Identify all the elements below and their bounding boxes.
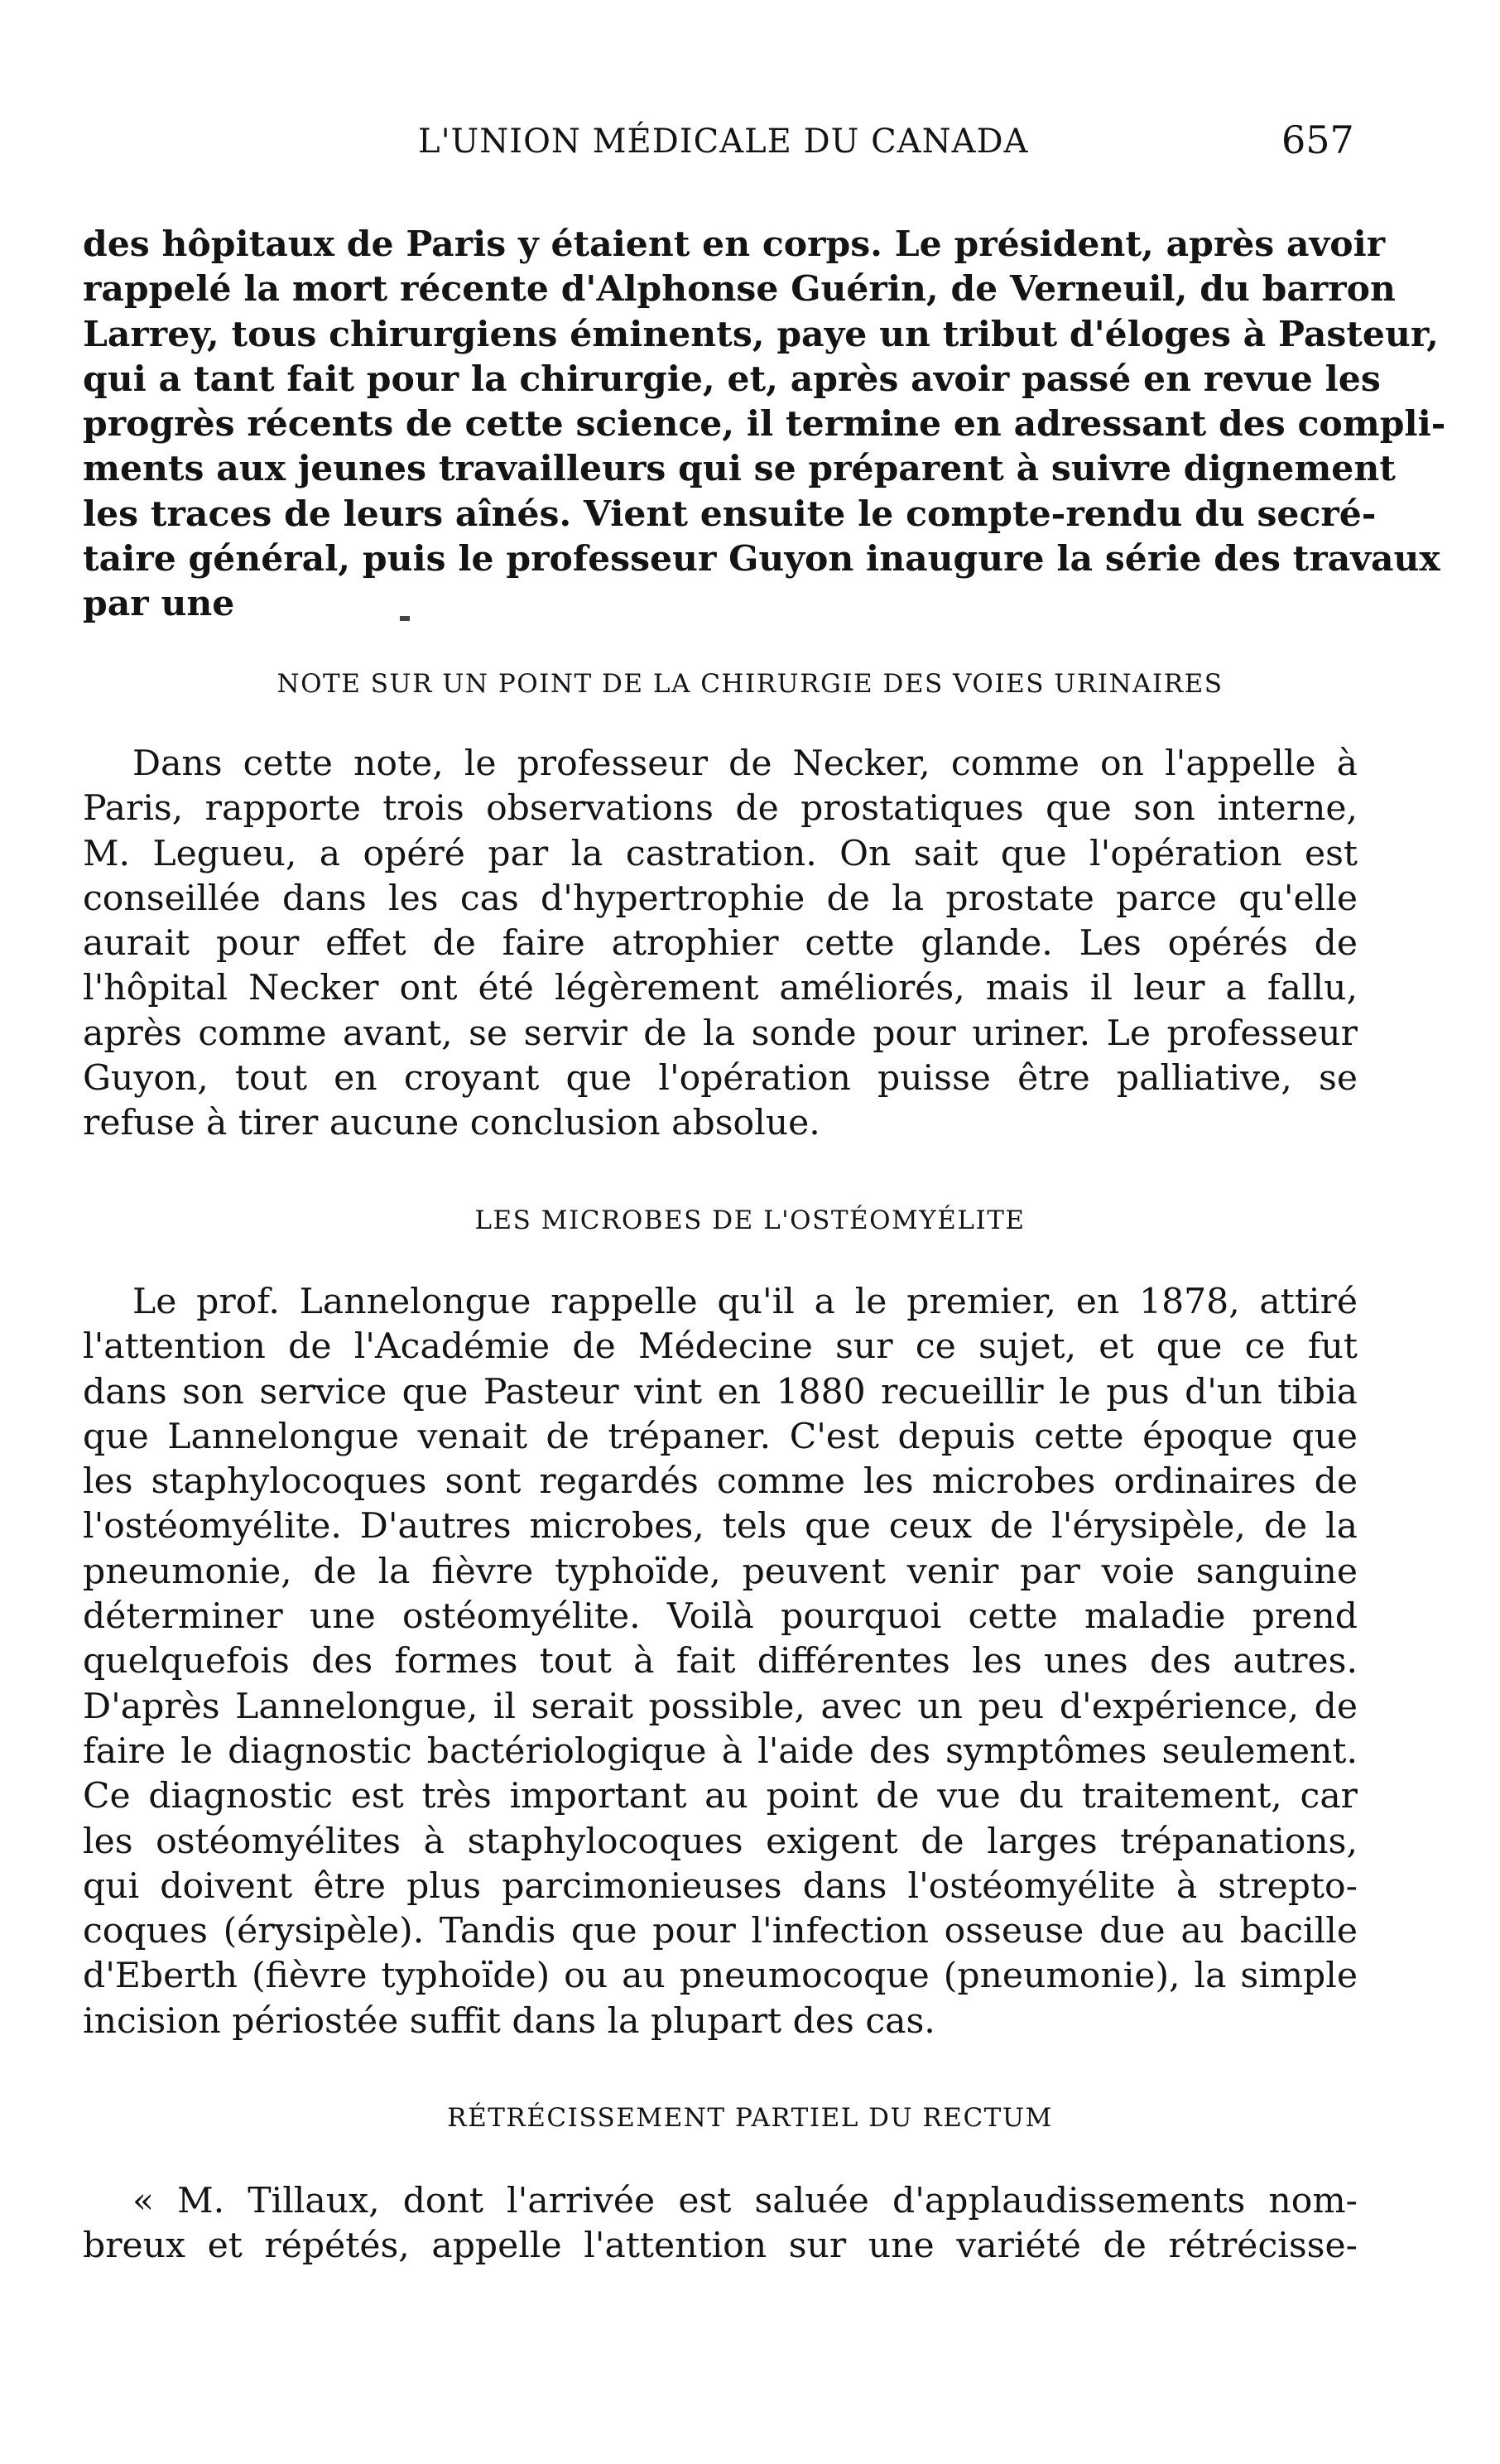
text-line: ments aux jeunes travailleurs qui se préparent à suivre dignement (83, 448, 1396, 490)
text-line: Larrey, tous chirurgiens éminents, paye un tribut d'éloges à Pasteur, (83, 313, 1439, 355)
text-line: Dans cette note, le professeur de Necker, comme on l'appelle à (132, 744, 1358, 784)
text-line: des hôpitaux de Paris y étaient en corps. Le président, après avoir (83, 224, 1386, 265)
text-line: conseillée dans les cas d'hypertrophie de la prostate parce qu'elle (83, 878, 1358, 919)
text-line: l'ostéomyélite. D'autres microbes, tels que ceux de l'érysipèle, de la (83, 1506, 1358, 1547)
text-line: taire général, puis le professeur Guyon inaugure la série des travaux (83, 538, 1440, 580)
paragraph-osteomyelite (83, 1280, 1358, 2044)
text-line: Ce diagnostic est très important au point de vue du traitement, car (83, 1776, 1358, 1817)
journal-title: L'UNION MÉDICALE DU CANADA (418, 123, 1029, 161)
text-line: « M. Tillaux, dont l'arrivée est saluée d'applaudissements nom- (132, 2181, 1358, 2221)
paragraph-urinaires (83, 742, 1358, 1147)
text-line: coques (érysipèle). Tandis que pour l'infection osseuse due au bacille (83, 1911, 1358, 1952)
text-line: les ostéomyélites à staphylocoques exigent de larges trépanations, (83, 1821, 1358, 1862)
text-line: rappelé la mort récente d'Alphonse Guérin, de Verneuil, du barron (83, 268, 1396, 310)
text-line: breux et répétés, appelle l'attention sur une variété de rétrécisse- (83, 2226, 1358, 2267)
text-line: dans son service que Pasteur vint en 1880 recueillir le pus d'un tibia (83, 1371, 1358, 1412)
section-heading-osteomyelite: LES MICROBES DE L'OSTÉOMYÉLITE (474, 1206, 1026, 1235)
text-line: Paris, rapporte trois observations de prostatiques que son interne, (83, 788, 1358, 830)
text-line: l'attention de l'Académie de Médecine sur ce sujet, et que ce fut (83, 1326, 1358, 1368)
text-line: Guyon, tout en croyant que l'opération puisse être palliative, se (83, 1058, 1358, 1100)
text-line: l'hôpital Necker ont été légèrement améliorés, mais il leur a fallu, (83, 968, 1358, 1009)
text-line: d'Eberth (fièvre typhoïde) ou au pneumocoque (pneumonie), la simple (83, 1956, 1358, 1997)
text-line: aurait pour effet de faire atrophier cette glande. Les opérés de (83, 923, 1358, 965)
text-line: Le prof. Lannelongue rappelle qu'il a le premier, en 1878, attiré (132, 1282, 1358, 1322)
text-line: par une (83, 583, 235, 625)
text-line: après comme avant, se servir de la sonde pour uriner. Le professeur (83, 1013, 1358, 1054)
text-line: que Lannelongue venait de trépaner. C'est depuis cette époque que (83, 1416, 1358, 1457)
paragraph-rectum (83, 2179, 1358, 2269)
text-line: pneumonie, de la fièvre typhoïde, peuvent venir par voie sanguine (83, 1551, 1358, 1592)
text-line: D'après Lannelongue, il serait possible, avec un peu d'expérience, de (83, 1686, 1358, 1727)
running-header (0, 118, 1500, 172)
text-line: les traces de leurs aînés. Vient ensuite le compte-rendu du secré- (83, 493, 1377, 535)
print-mark (400, 616, 410, 621)
text-line: déterminer une ostéomyélite. Voilà pourquoi cette maladie prend (83, 1596, 1358, 1638)
text-line: qui doivent être plus parcimonieuses dans l'ostéomyélite à strepto- (83, 1865, 1358, 1907)
text-line: M. Legueu, a opéré par la castration. On sait que l'opération est (83, 833, 1358, 874)
text-line: les staphylocoques sont regardés comme les microbes ordinaires de (83, 1461, 1358, 1503)
text-line: faire le diagnostic bactériologique à l'aide des symptômes seulement. (83, 1730, 1358, 1772)
section-heading-urinaires: NOTE SUR UN POINT DE LA CHIRURGIE DES VOIES URINAIRES (276, 669, 1224, 699)
text-line: refuse à tirer aucune conclusion absolue. (83, 1103, 820, 1144)
paragraph-intro (83, 222, 1446, 627)
text-line: progrès récents de cette science, il termine en adressant des compli- (83, 403, 1446, 445)
text-line: incision périostée suffit dans la plupart des cas. (83, 2000, 935, 2042)
page-number: 657 (1281, 118, 1354, 162)
text-line: quelquefois des formes tout à fait différentes les unes des autres. (83, 1641, 1358, 1682)
text-line: qui a tant fait pour la chirurgie, et, après avoir passé en revue les (83, 358, 1381, 400)
section-heading-rectum: RÉTRÉCISSEMENT PARTIEL DU RECTUM (447, 2103, 1053, 2133)
